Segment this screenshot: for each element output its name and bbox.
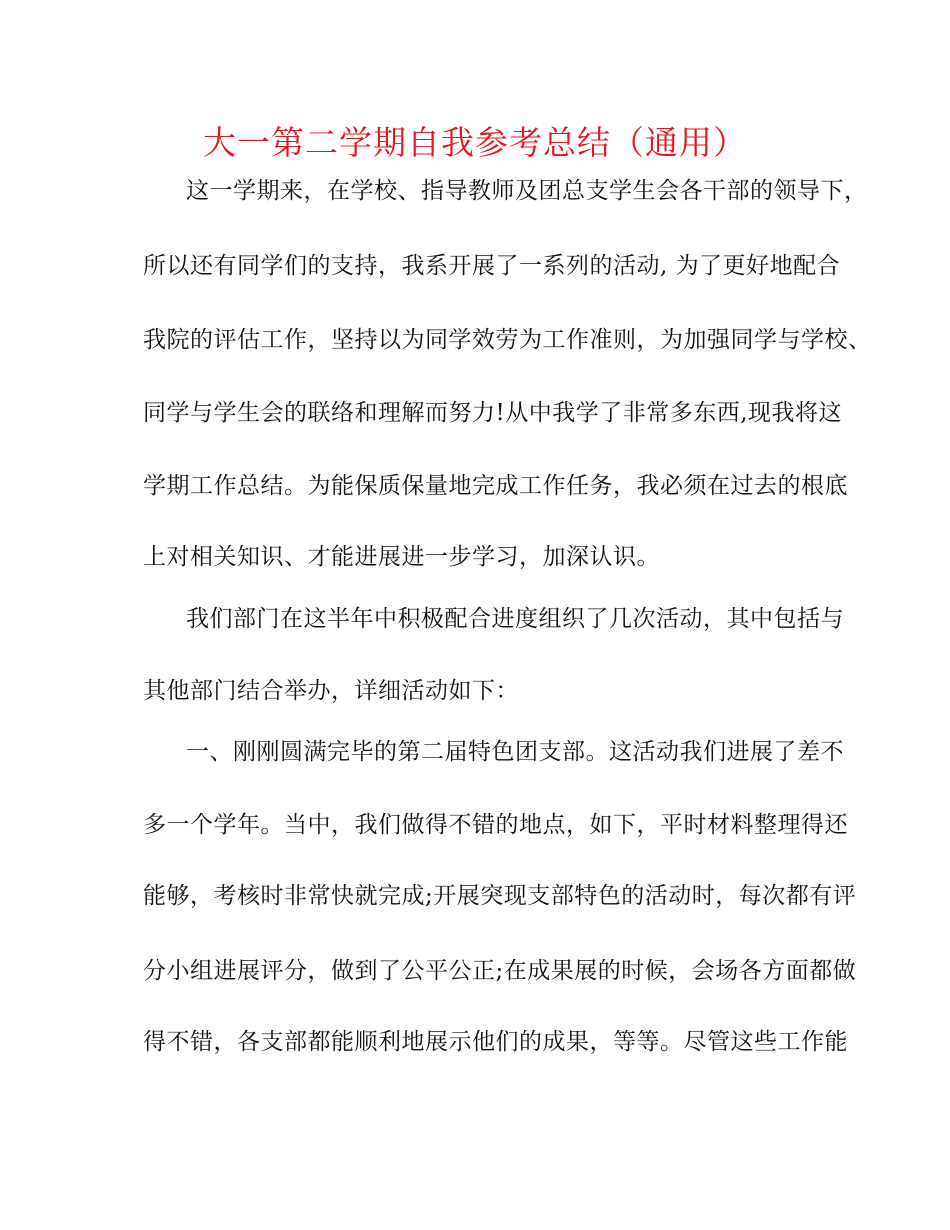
- paragraph-line: 分小组进展评分，做到了公平公正;在成果展的时候，会场各方面都做: [143, 958, 857, 984]
- paragraph-line: 所以还有同学们的支持，我系开展了一系列的活动, 为了更好地配合: [143, 253, 841, 279]
- paragraph-line: 我院的评估工作，坚持以为同学效劳为工作准则，为加强同学与学校、: [143, 327, 872, 353]
- paragraph-line: 其他部门结合举办，详细活动如下：: [143, 678, 519, 704]
- paragraph-line: 上对相关知识、才能进展进一步学习，加深认识。: [143, 544, 660, 570]
- paragraph-line: 得不错，各支部都能顺利地展示他们的成果，等等。尽管这些工作能: [143, 1029, 848, 1055]
- paragraph-line: 多一个学年。当中，我们做得不错的地点，如下，平时材料整理得还: [143, 812, 848, 838]
- paragraph-line: 同学与学生会的联络和理解而努力!从中我学了非常多东西,现我将这: [143, 400, 843, 426]
- paragraph-line: 一、刚刚圆满完毕的第二届特色团支部。这活动我们进展了差不: [186, 739, 844, 765]
- document-title: 大一第二学期自我参考总结（通用）: [203, 123, 747, 162]
- paragraph-line: 我们部门在这半年中积极配合进度组织了几次活动，其中包括与: [186, 606, 844, 632]
- paragraph-line: 学期工作总结。为能保质保量地完成工作任务，我必须在过去的根底: [143, 473, 848, 499]
- paragraph-line: 这一学期来，在学校、指导教师及团总支学生会各干部的领导下，: [186, 178, 868, 204]
- paragraph-line: 能够，考核时非常快就完成;开展突现支部特色的活动时，每次都有评: [143, 883, 857, 909]
